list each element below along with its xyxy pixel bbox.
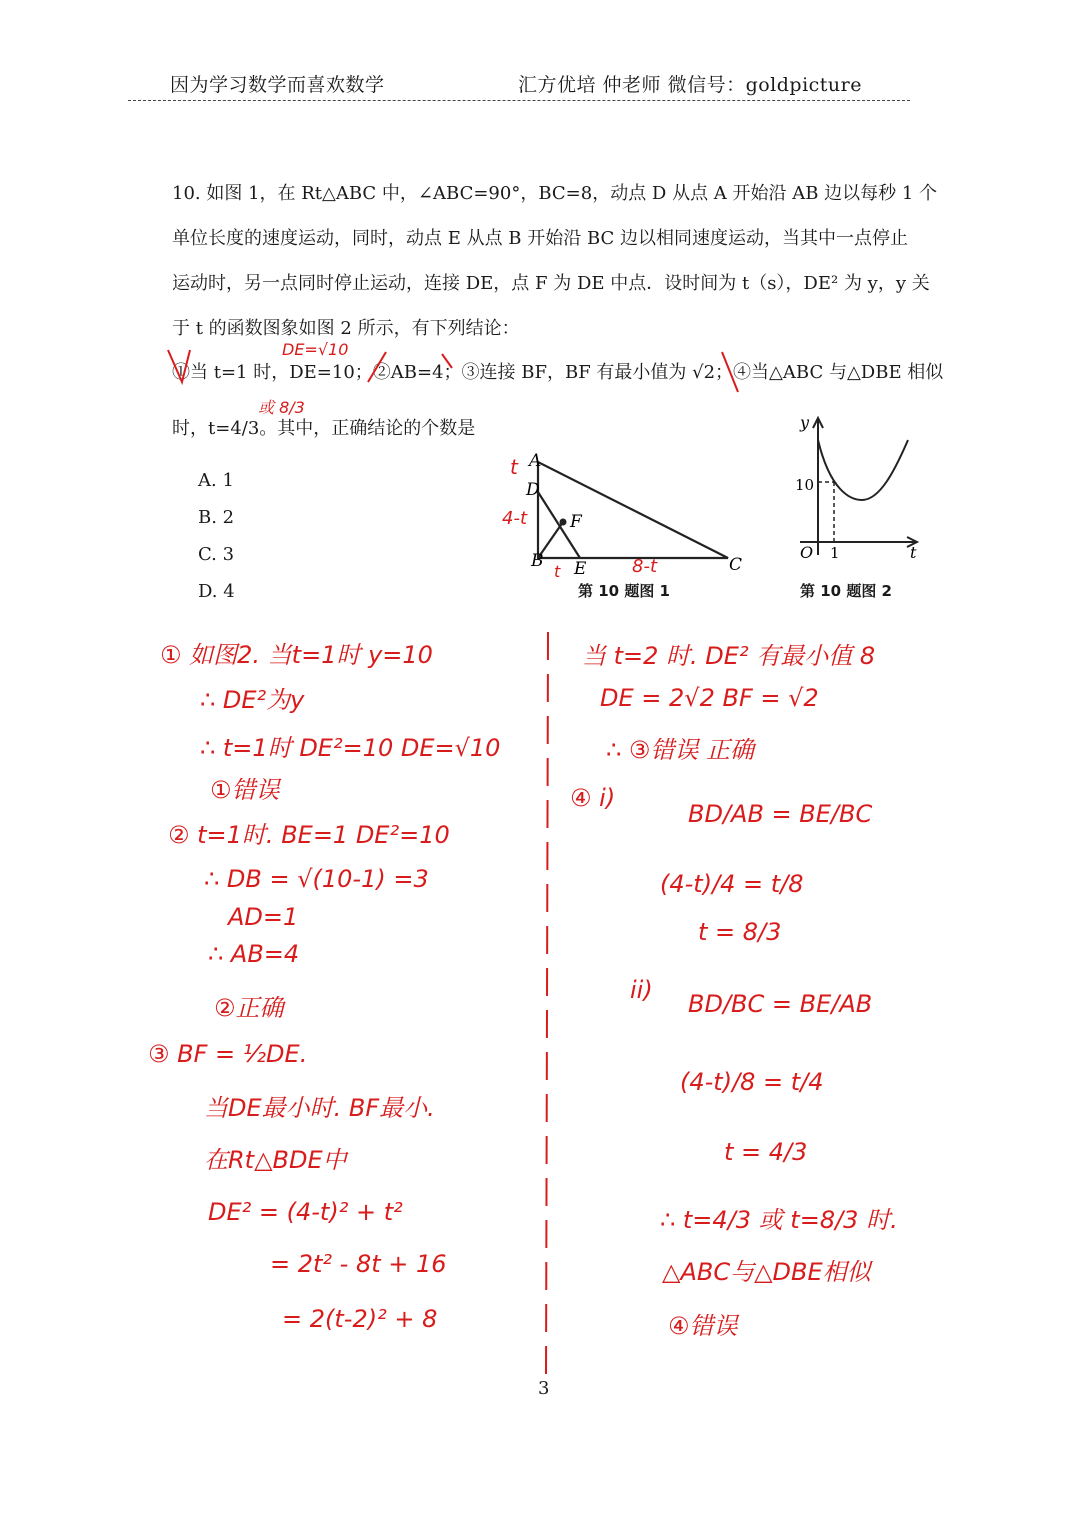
label-d: D — [526, 480, 540, 500]
hand-left-10: ③ BF = ½DE. — [148, 1040, 308, 1068]
hand-left-3: ∴ t=1时 DE²=10 DE=√10 — [200, 734, 501, 762]
question-line-3: 运动时，另一点同时停止运动，连接 DE，点 F 为 DE 中点．设时间为 t（s），DE² 为 y，y 关 — [172, 273, 930, 294]
fig2-label-o: O — [800, 543, 814, 562]
hand-fig-4-minus-t: 4-t — [502, 508, 528, 529]
hand-fig-8-minus-t: 8-t — [632, 556, 658, 577]
hand-left-8: ∴ AB=4 — [208, 940, 300, 968]
label-a: A — [529, 451, 542, 471]
hand-right-11: t = 4/3 — [724, 1138, 808, 1166]
hand-left-11: 当DE最小时. BF最小. — [204, 1094, 435, 1122]
hand-near-line6: 或 8/3 — [258, 398, 305, 417]
hand-right-8: ii) — [630, 976, 653, 1004]
hand-fig-t2: t — [554, 562, 561, 581]
header-right: 汇方优培 仲老师 微信号：goldpicture — [518, 74, 862, 96]
label-b: B — [531, 551, 544, 571]
fig2-label-10: 10 — [795, 476, 815, 494]
label-f: F — [570, 512, 582, 532]
hand-left-5: ② t=1时. BE=1 DE²=10 — [168, 821, 450, 849]
notes-divider — [546, 632, 548, 1380]
function-curve — [818, 440, 908, 500]
hand-right-4: ④ i) — [570, 784, 616, 812]
question-line-4: 于 t 的函数图象如图 2 所示，有下列结论： — [172, 318, 520, 339]
hand-right-13: △ABC与△DBE相似 — [662, 1258, 871, 1286]
triangle-abc — [538, 462, 728, 558]
option-c: C. 3 — [198, 544, 235, 565]
point-f — [560, 519, 567, 526]
hand-right-14: ④错误 — [668, 1312, 738, 1340]
hand-right-5: BD/AB = BE/BC — [688, 800, 873, 828]
fig2-label-1: 1 — [830, 544, 840, 562]
question-line-2: 单位长度的速度运动，同时，动点 E 从点 B 开始沿 BC 边以相同速度运动，当其中一点停止 — [172, 228, 909, 249]
header-left: 因为学习数学而喜欢数学 — [170, 74, 385, 96]
question-line-1: 10. 如图 1，在 Rt△ABC 中，∠ABC=90°，BC=8，动点 D 从点 A 开始沿 AB 边以每秒 1 个 — [172, 183, 938, 204]
red-check-marks — [168, 350, 738, 392]
question-line-5: ①当 t=1 时，DE=10；②AB=4；③连接 BF，BF 有最小值为 √2；④当△ABC 与△DBE 相似 — [172, 362, 944, 383]
hand-right-6: (4-t)/4 = t/8 — [660, 870, 804, 898]
check-mark-icon — [722, 352, 738, 392]
hand-right-12: ∴ t=4/3 或 t=8/3 时. — [660, 1206, 898, 1234]
hand-right-9: BD/BC = BE/AB — [688, 990, 873, 1018]
hand-left-1: ① 如图2. 当t=1时 y=10 — [160, 641, 433, 669]
figure-1-caption: 第 10 题图 1 — [578, 582, 670, 600]
hand-fig-t: t — [510, 455, 518, 479]
hand-left-12: 在Rt△BDE中 — [204, 1146, 347, 1174]
hand-right-3: ∴ ③错误 正确 — [606, 736, 755, 764]
hand-right-10: (4-t)/8 = t/4 — [680, 1068, 824, 1096]
check-mark-icon — [168, 350, 190, 382]
check-mark-icon — [442, 354, 452, 368]
hand-left-6: ∴ DB = √(10-1) =3 — [204, 865, 429, 893]
fig2-label-y: y — [800, 413, 810, 432]
hand-right-7: t = 8/3 — [698, 918, 782, 946]
figure-2-caption: 第 10 题图 2 — [800, 582, 892, 600]
figure-1 — [538, 462, 728, 558]
page-number: 3 — [538, 1378, 550, 1399]
hand-left-4: ①错误 — [210, 776, 280, 804]
label-e: E — [574, 559, 587, 579]
label-c: C — [729, 555, 743, 575]
hand-left-7: AD=1 — [228, 903, 299, 931]
hand-above-line5: DE=√10 — [282, 340, 349, 359]
hand-right-2: DE = 2√2 BF = √2 — [600, 684, 819, 712]
hand-left-9: ②正确 — [214, 994, 284, 1022]
figure-2 — [800, 418, 917, 555]
hand-left-15: = 2(t-2)² + 8 — [282, 1305, 438, 1333]
option-d: D. 4 — [198, 581, 235, 602]
hand-left-14: = 2t² - 8t + 16 — [270, 1250, 447, 1278]
hand-left-13: DE² = (4-t)² + t² — [208, 1198, 403, 1226]
check-mark-icon — [368, 352, 386, 382]
hand-right-1: 当 t=2 时. DE² 有最小值 8 — [582, 642, 876, 670]
fig2-label-t: t — [910, 543, 917, 562]
hand-left-2: ∴ DE²为y — [200, 686, 305, 714]
option-b: B. 2 — [198, 507, 235, 528]
question-line-6: 时，t=4/3。其中，正确结论的个数是 — [172, 418, 476, 439]
option-a: A. 1 — [198, 470, 234, 491]
